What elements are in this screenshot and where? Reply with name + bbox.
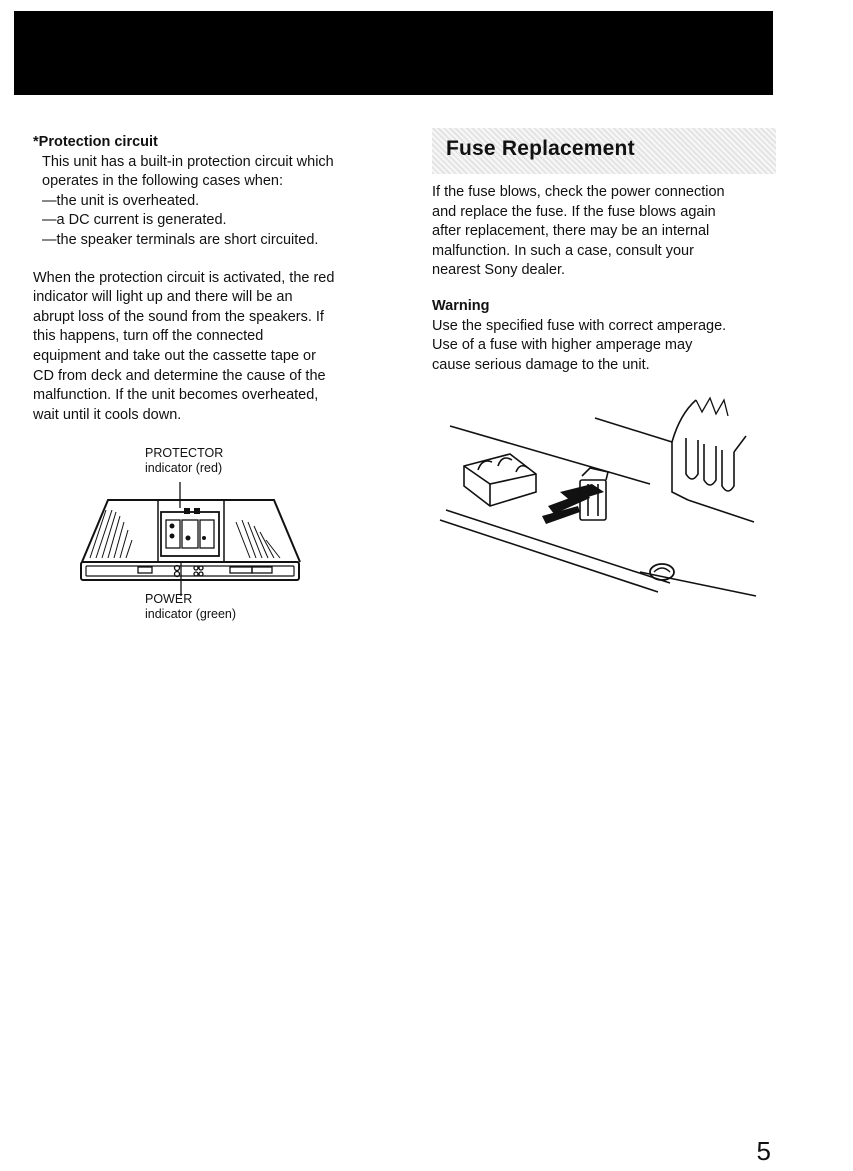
fuse-body	[432, 183, 777, 281]
text-line: nearest Sony dealer.	[432, 262, 566, 279]
header-bar	[14, 11, 773, 95]
protection-paragraph	[33, 269, 393, 426]
fuse-holder-illustration	[440, 388, 770, 603]
text-line: When the protection circuit is activated, the red	[33, 269, 335, 286]
text-line: —the speaker terminals are short circuited.	[42, 231, 319, 248]
text-line: If the fuse blows, check the power connection	[432, 184, 725, 200]
protection-intro	[33, 153, 393, 251]
text-line: equipment and take out the cassette tape or	[33, 347, 316, 364]
fuse-replacement-section	[432, 183, 777, 375]
text-line: after replacement, there may be an internal	[432, 223, 710, 240]
page-number: 5	[756, 1136, 771, 1166]
text-line: —the unit is overheated.	[42, 192, 200, 209]
warning-heading: Warning	[432, 297, 490, 314]
fuse-replacement-title: Fuse Replacement	[446, 137, 635, 160]
text-line: abrupt loss of the sound from the speakers. If	[33, 308, 324, 325]
protection-circuit-heading: *Protection circuit	[33, 134, 158, 150]
warning-body	[432, 317, 777, 376]
text-line: This unit has a built-in protection circuit which	[42, 153, 334, 170]
text-line: wait until it cools down.	[33, 406, 182, 423]
text-line: cause serious damage to the unit.	[432, 356, 650, 373]
power-label-line1: POWER	[145, 592, 193, 606]
text-line: —a DC current is generated.	[42, 212, 227, 229]
text-line: malfunction. If the unit becomes overheated,	[33, 387, 319, 404]
power-label-line2: indicator (green)	[145, 607, 237, 621]
text-line: and replace the fuse. If the fuse blows again	[432, 203, 716, 220]
text-line: this happens, turn off the connected	[33, 328, 264, 345]
text-line: Use the specified fuse with correct amperage.	[432, 317, 727, 334]
text-line: operates in the following cases when:	[42, 173, 284, 190]
text-line: indicator will light up and there will be an	[33, 289, 293, 306]
text-line: malfunction. In such a case, consult your	[432, 242, 694, 259]
protector-label	[145, 446, 223, 476]
text-line: Use of a fuse with higher amperage may	[432, 337, 693, 354]
amplifier-front-panel-illustration	[78, 478, 308, 598]
protector-label-line1: PROTECTOR	[145, 446, 224, 460]
protection-circuit-section	[33, 133, 393, 425]
fuse-replacement-title-box	[432, 128, 776, 174]
protector-label-line2: indicator (red)	[145, 461, 223, 475]
text-line: CD from deck and determine the cause of the	[33, 367, 326, 384]
